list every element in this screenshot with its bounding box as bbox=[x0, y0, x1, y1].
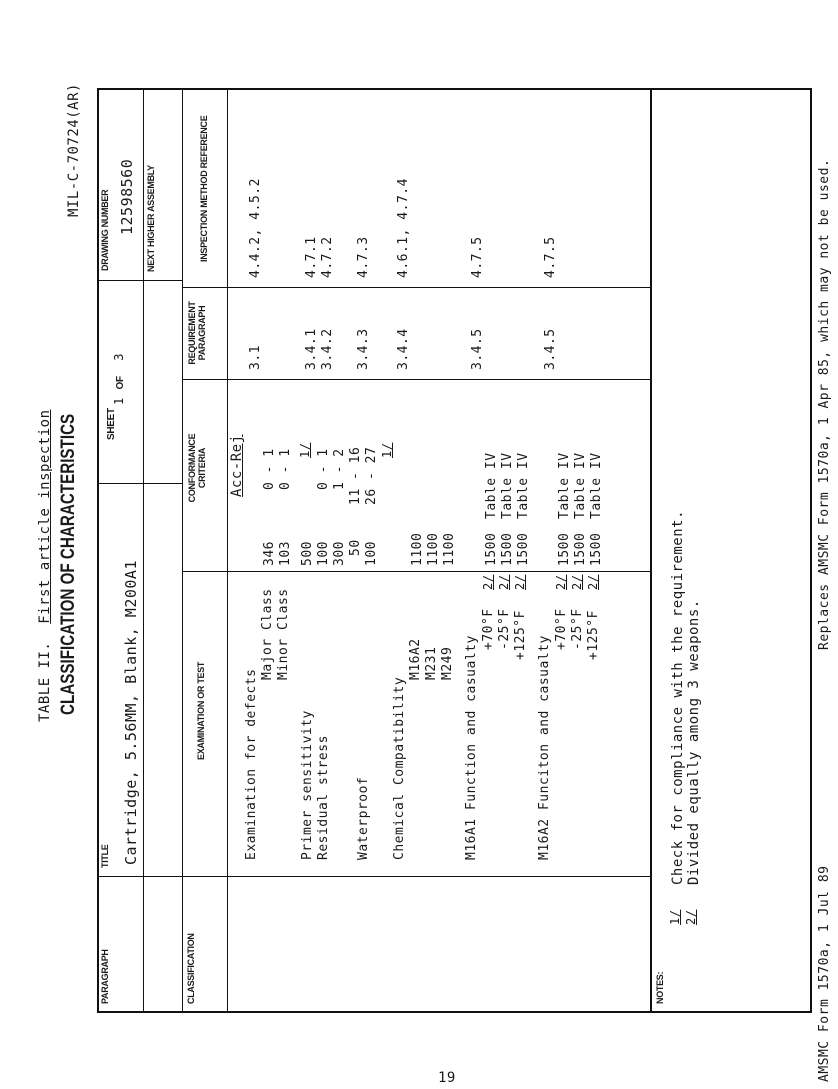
sample-m16a1-t125: 1500 bbox=[516, 532, 531, 566]
sample-residual1: 100 bbox=[316, 541, 331, 566]
row-m16a2: M16A2 bbox=[408, 638, 423, 680]
criteria-m16a2-t70: Table IV bbox=[557, 452, 572, 519]
header-exam: EXAMINATION OR TEST bbox=[196, 661, 206, 760]
sample-m16a1-tm25: 1500 bbox=[500, 532, 515, 566]
criteria-residual2: 1 - 2 bbox=[332, 448, 347, 490]
criteria-m16a1-t125: Table IV bbox=[516, 452, 531, 519]
criteria-waterproof2: 26 - 27 bbox=[364, 446, 379, 505]
title-value: Cartridge, 5.56MM, Blank, M200A1 bbox=[122, 560, 140, 865]
divider-exam-conf bbox=[182, 571, 652, 572]
sample-minor: 103 bbox=[278, 541, 293, 566]
header-paragraph: PARAGRAPH bbox=[100, 949, 110, 1004]
sheet-number: 1 OF 3 bbox=[112, 353, 126, 405]
insp-i4: 4.7.3 bbox=[356, 236, 371, 278]
fn-m16a1-t125: 2/ bbox=[513, 574, 527, 590]
criteria-minor: 0 - 1 bbox=[278, 448, 293, 490]
row-exam-defects: Examination for defects bbox=[244, 668, 259, 860]
table-caption: TABLE II. First article inspection bbox=[37, 409, 53, 722]
insp-i7: 4.7.5 bbox=[543, 236, 558, 278]
fn-m16a2-t70: 2/ bbox=[554, 574, 568, 590]
frame-left bbox=[97, 88, 99, 1013]
divider-title-sheet bbox=[97, 483, 183, 484]
row-m16a1-tm25: -25°F bbox=[497, 608, 512, 650]
row-m16a1-t125: +125°F bbox=[513, 610, 528, 660]
criteria-m16a1-tm25: Table IV bbox=[500, 452, 515, 519]
acc-rej-label: Acc-Rej bbox=[229, 434, 245, 497]
sample-m16a2-t70: 1500 bbox=[557, 532, 572, 566]
row-waterproof: Waterproof bbox=[356, 776, 371, 860]
row-m16a2-func: M16A2 Funciton and casualty bbox=[537, 635, 552, 860]
sample-waterproof1: 50 bbox=[348, 539, 363, 556]
sample-major: 346 bbox=[262, 541, 277, 566]
header-title: TITLE bbox=[100, 844, 110, 868]
sample-m16a2-t125: 1500 bbox=[589, 532, 604, 566]
fn-m16a2-tm25: 2/ bbox=[570, 574, 584, 590]
header-inspection: INSPECTION METHOD REFERENCE bbox=[199, 115, 209, 262]
row-major: Major Class bbox=[260, 588, 275, 680]
req-r3: 3.4.2 bbox=[320, 328, 335, 370]
note-2: Divided equally among 3 weapons. bbox=[686, 599, 702, 885]
criteria-m16a1-t70: Table IV bbox=[484, 452, 499, 519]
criteria-waterproof1: 11 - 16 bbox=[348, 446, 363, 505]
divider-paragraph bbox=[97, 876, 652, 877]
note-1: Check for compliance with the requirement. bbox=[670, 509, 686, 885]
divider-req-insp bbox=[182, 287, 652, 288]
footer-right: Replaces AMSMC Form 1570a, 1 Apr 85, which may not be used. bbox=[817, 158, 832, 650]
fn-m16a2-t125: 2/ bbox=[586, 574, 600, 590]
header-next-assembly: NEXT HIGHER ASSEMBLY bbox=[146, 165, 156, 272]
form-title: CLASSIFICATION OF CHARACTERISTICS bbox=[58, 413, 79, 715]
criteria-residual1: 0 - 1 bbox=[316, 448, 331, 490]
fn-m16a1-t70: 2/ bbox=[481, 574, 495, 590]
notes-label: NOTES: bbox=[655, 971, 665, 1004]
footer-left: AMSMC Form 1570a, 1 Jul 89 bbox=[817, 865, 832, 1082]
insp-i3: 4.7.2 bbox=[320, 236, 335, 278]
req-r2: 3.4.1 bbox=[304, 328, 319, 370]
frame-top bbox=[97, 88, 812, 90]
insp-i2: 4.7.1 bbox=[304, 236, 319, 278]
row-m249: M249 bbox=[440, 646, 455, 680]
sample-chem-m249: 1100 bbox=[442, 532, 457, 566]
frame-right bbox=[810, 88, 812, 1013]
divider-sheet-drawing bbox=[97, 280, 183, 281]
page-number: 19 bbox=[438, 1070, 456, 1086]
row-m16a1-func: M16A1 Function and casualty bbox=[464, 635, 479, 860]
row-m16a2-t70: +70°F bbox=[554, 608, 569, 650]
row-primer: Primer sensitivity bbox=[300, 710, 315, 860]
header-requirement: REQUIREMENT PARAGRAPH bbox=[187, 301, 207, 365]
criteria-m16a2-tm25: Table IV bbox=[573, 452, 588, 519]
row-m231: M231 bbox=[424, 646, 439, 680]
sample-waterproof2: 100 bbox=[364, 541, 379, 566]
insp-i6: 4.7.5 bbox=[470, 236, 485, 278]
frame-bottom bbox=[97, 1011, 812, 1013]
req-r1: 3.1 bbox=[248, 345, 263, 370]
divider-header-bottom bbox=[227, 88, 228, 1013]
row-residual: Residual stress bbox=[316, 735, 331, 860]
row-minor: Minor Class bbox=[276, 588, 291, 680]
insp-i1: 4.4.2, 4.5.2 bbox=[248, 178, 263, 278]
criteria-m16a2-t125: Table IV bbox=[589, 452, 604, 519]
criteria-major: 0 - 1 bbox=[262, 448, 277, 490]
sample-primer: 500 bbox=[300, 541, 315, 566]
divider-header-col bbox=[182, 88, 183, 1013]
req-r5: 3.4.4 bbox=[396, 328, 411, 370]
header-sheet: SHEET bbox=[106, 408, 117, 440]
row-m16a2-tm25: -25°F bbox=[570, 608, 585, 650]
note-mark-2: 2/ bbox=[684, 909, 698, 925]
footnote-mark-chem: 1/ bbox=[380, 442, 394, 458]
fn-m16a1-tm25: 2/ bbox=[497, 574, 511, 590]
spec-number: MIL-C-70724(AR) bbox=[66, 83, 82, 217]
header-conformance: CONFORMANCE CRITERIA bbox=[187, 433, 207, 503]
sample-chem-m231: 1100 bbox=[426, 532, 441, 566]
divider-title-col bbox=[143, 88, 144, 1013]
footnote-mark-primer: 1/ bbox=[298, 442, 312, 458]
req-r7: 3.4.5 bbox=[543, 328, 558, 370]
insp-i5: 4.6.1, 4.7.4 bbox=[396, 178, 411, 278]
divider-conf-req bbox=[182, 379, 652, 380]
sample-residual2: 300 bbox=[332, 541, 347, 566]
row-m16a1-t70: +70°F bbox=[481, 608, 496, 650]
row-chemical: Chemical Compatibility bbox=[392, 676, 407, 860]
sample-m16a1-t70: 1500 bbox=[484, 532, 499, 566]
req-r4: 3.4.3 bbox=[356, 328, 371, 370]
row-m16a2-t125: +125°F bbox=[586, 610, 601, 660]
divider-notes bbox=[650, 88, 652, 1013]
sample-chem-m16a2: 1100 bbox=[410, 532, 425, 566]
note-mark-1: 1/ bbox=[668, 909, 682, 925]
sample-m16a2-tm25: 1500 bbox=[573, 532, 588, 566]
header-drawing-number: DRAWING NUMBER bbox=[100, 189, 110, 271]
header-classification: CLASSIFICATION bbox=[186, 933, 196, 1004]
drawing-value: 12598560 bbox=[118, 158, 136, 235]
req-r6: 3.4.5 bbox=[470, 328, 485, 370]
